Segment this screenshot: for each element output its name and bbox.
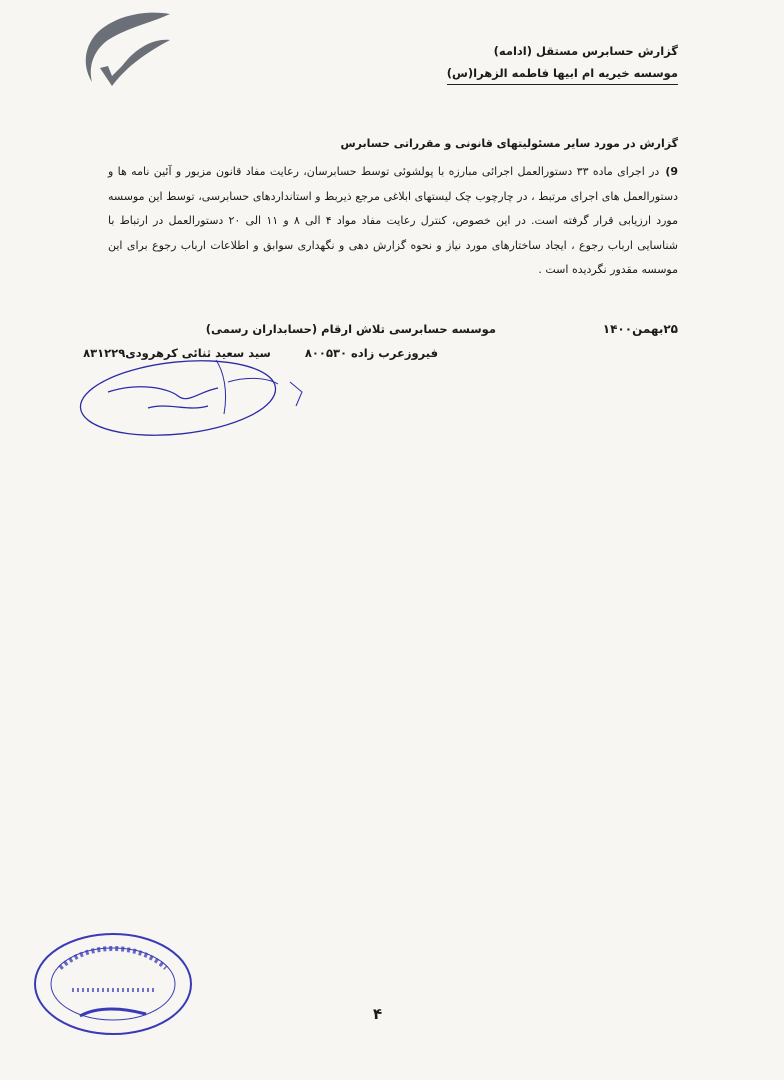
header-title: گزارش حسابرس مستقل (ادامه) <box>493 44 678 58</box>
header-entity-name: موسسه خیریه ام ابیها فاطمه الزهرا(س) <box>447 62 678 85</box>
paragraph-number: 9) <box>665 165 679 178</box>
report-date: ۲۵بهمن۱۴۰۰ <box>602 322 678 336</box>
signer-name-1: فیروزعرب زاده ۸۰۰۵۳۰ <box>304 346 438 360</box>
official-stamp-icon <box>28 928 198 1040</box>
page-number: ۴ <box>373 1005 383 1023</box>
paragraph-text: در اجرای ماده ۳۳ دستورالعمل اجرائی مبارزه با پولشوئی توسط حسابرسان، رعایت مفاد قانون مزبور و آئین نامه ها و دستورالعمل های اجرای مرتبط ، در چارچوب چک لیستهای ابلاغی مرجع ذیربط و استانداردهای حسابرسی، توسط این موسسه مورد ارزیابی قرار گرفته است. در این خصوص، کنترل رعایت مفاد مواد ۴ الی ۸ و ۱۱ الی ۲۰ دستورالعمل در ارتباط با شناسایی ارباب رجوع ، ایجاد ساختارهای مورد نیاز و نحوه گزارش دهی و نگهداری سوابق و اطلاعات ارباب رجوع برای این موسسه مقدور نگردیده است . <box>108 165 678 276</box>
section-title: گزارش در مورد سایر مسئولیتهای قانونی و مقرراتی حسابرس <box>340 137 678 150</box>
signer-name-2: سید سعید ثنائی کرهرودی۸۳۱۲۲۹ <box>83 346 271 360</box>
audit-firm-name: موسسه حسابرسی تلاش ارقام (حسابداران رسمی) <box>205 322 496 336</box>
report-header <box>447 40 678 85</box>
signature-icon <box>78 352 318 452</box>
firm-logo-icon <box>78 10 174 88</box>
paragraph-9 <box>108 160 678 283</box>
